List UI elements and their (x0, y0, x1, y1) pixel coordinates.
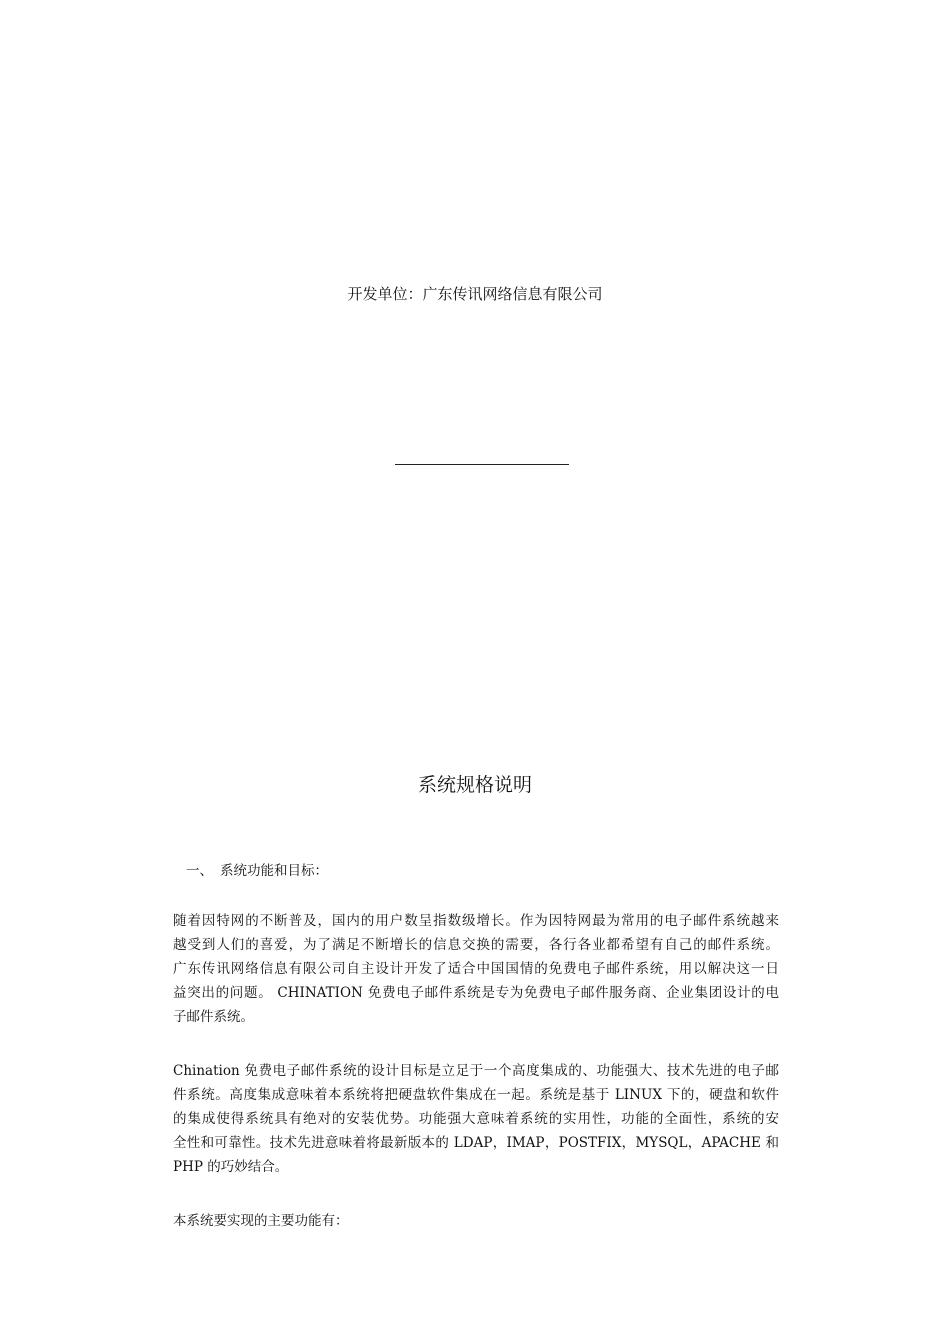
paragraph-line: 本系统要实现的主要功能有： (173, 1213, 349, 1229)
intro-paragraph (173, 909, 779, 1029)
developer-line: 开发单位：广东传讯网络信息有限公司 (347, 285, 603, 303)
paragraph-line: 越受到人们的喜爱，为了满足不断增长的信息交换的需要，各行各业都希望有自己的邮件系统。 (173, 937, 779, 953)
goals-paragraph (173, 1059, 779, 1179)
paragraph-line: 的集成使得系统具有绝对的安装优势。功能强大意味着系统的实用性，功能的全面性，系统的安 (173, 1111, 779, 1127)
paragraph-line: Chination 免费电子邮件系统的设计目标是立足于一个高度集成的、功能强大、技术先进的电子邮 (173, 1063, 779, 1079)
separator-rule (395, 464, 569, 465)
paragraph-line: 件系统。高度集成意味着本系统将把硬盘软件集成在一起。系统是基于 LINUX 下的，硬盘和软件 (173, 1087, 779, 1103)
paragraph-line: 全性和可靠性。技术先进意味着将最新版本的 LDAP，IMAP，POSTFIX，MYSQL，APACHE 和 (173, 1135, 779, 1151)
section-number: 一、 (186, 863, 213, 879)
paragraph-line: 随着因特网的不断普及，国内的用户数呈指数级增长。作为因特网最为常用的电子邮件系统越来 (173, 913, 779, 929)
section-heading (186, 861, 328, 881)
paragraph-line: 益突出的问题。 CHINATION 免费电子邮件系统是专为免费电子邮件服务商、企业集团设计的电 (173, 985, 779, 1001)
paragraph-line: 广东传讯网络信息有限公司自主设计开发了适合中国国情的免费电子邮件系统，用以解决这一日 (173, 961, 779, 977)
section-title: 系统功能和目标： (220, 863, 328, 879)
paragraph-line: PHP 的巧妙结合。 (173, 1159, 289, 1175)
document-title: 系统规格说明 (417, 774, 532, 796)
paragraph-line: 子邮件系统。 (173, 1009, 254, 1025)
features-intro-paragraph (173, 1209, 779, 1233)
